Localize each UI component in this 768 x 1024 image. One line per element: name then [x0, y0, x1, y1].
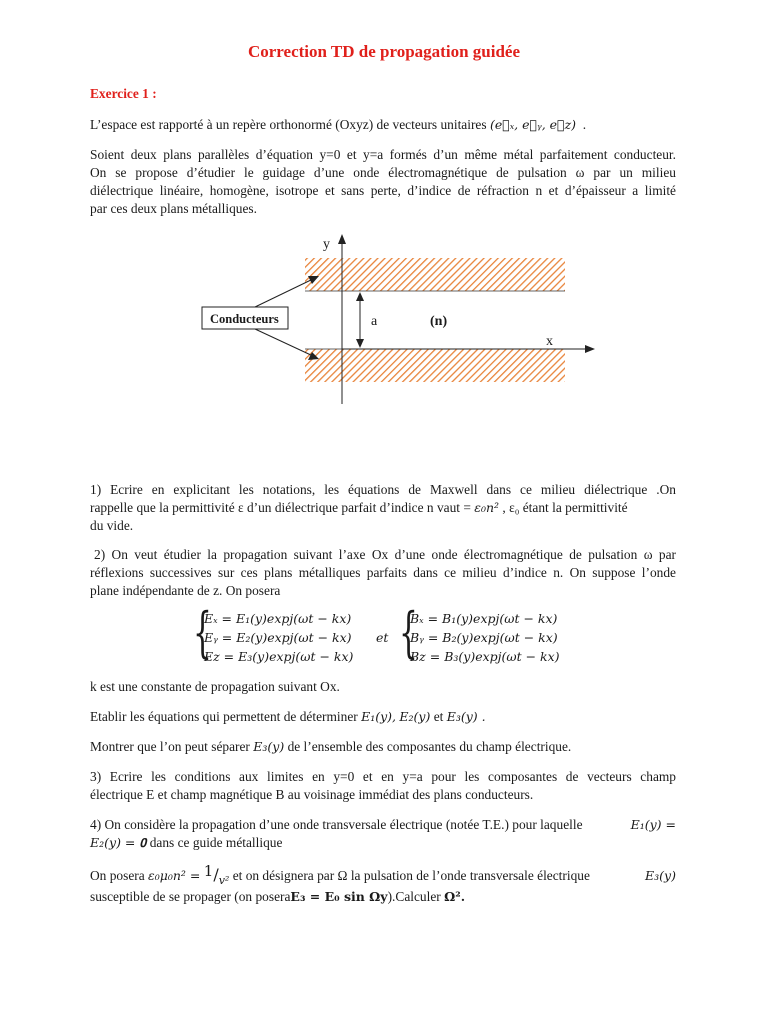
bz-equation: Bz = B₃(y)expj(ωt − kx): [410, 649, 560, 664]
page-title: Correction TD de propagation guidée: [247, 42, 520, 61]
planes-line: Soient deux plans parallèles d’équation y=0 et y=a formés d’un même métal parfaitement conducteur.: [90, 147, 676, 162]
e3-symbol: E₃(y): [645, 868, 676, 883]
dimension-arrow-bottom: [356, 339, 364, 348]
q4-line: [90, 816, 676, 834]
upper-conductor-plate: [305, 258, 565, 291]
by-equation: Bᵧ = B₂(y)expj(ωt − kx): [410, 630, 558, 645]
q1-line: [90, 499, 676, 517]
y-axis-arrow: [338, 234, 346, 244]
e2-zero-equation: E₂(y) = 𝟎: [90, 835, 147, 850]
q1-text: , ε₀ étant la permittivité: [502, 500, 628, 515]
bx-equation: Bₓ = B₁(y)expj(ωt − kx): [410, 611, 558, 626]
question-3: [90, 768, 676, 804]
e2-symbol: E₂(y): [399, 709, 431, 724]
q2-line: réflexions successives sur ces plans métalliques parfaits dans ce milieu d’indice n. On suppose l’onde: [90, 565, 676, 580]
q1-text: rappelle que la permittivité ε d’un diélectrique parfait d’indice n vaut =: [90, 500, 471, 515]
e3-definition: E₃ = E₀ sin Ωy: [290, 889, 388, 904]
q1-line: du vide.: [90, 518, 134, 533]
x-axis-arrow: [585, 345, 595, 353]
posera-line: [90, 888, 676, 906]
e3-symbol: E₃(y) .: [446, 709, 486, 724]
fraction-slash: /: [213, 865, 219, 884]
posera-line: [90, 862, 676, 887]
omega-squared: Ω².: [444, 889, 466, 904]
electric-field-system: [204, 609, 353, 666]
e1-symbol: E₁(y),: [361, 709, 397, 724]
q2-line: plane indépendante de z. On posera: [90, 583, 281, 598]
q4-text: dans ce guide métallique: [149, 835, 283, 850]
planes-line: par ces deux plans métalliques.: [90, 201, 257, 216]
e3-symbol: E₃(y): [253, 739, 285, 754]
question-2: [90, 546, 676, 600]
ey-equation: Eᵧ = E₂(y)expj(ωt − kx): [204, 630, 352, 645]
posera-text: et on désignera par Ω la pulsation de l’onde transversale électrique: [232, 868, 590, 883]
planes-paragraph: [90, 146, 676, 218]
q1-line: 1) Ecrire en explicitant les notations, les équations de Maxwell dans ce milieu diélectrique .On: [90, 482, 676, 497]
etablir-text: Etablir les équations qui permettent de déterminer: [90, 709, 358, 724]
posera-text: susceptible de se propager (on posera: [90, 889, 291, 904]
montrer-text: de l’ensemble des composantes du champ électrique.: [287, 739, 572, 754]
fraction-denominator: v²: [218, 874, 230, 887]
x-axis-label: x: [546, 334, 553, 349]
posera-paragraph: [90, 862, 676, 906]
question-1: [90, 481, 676, 535]
q3-line: électrique E et champ magnétique B au voisinage immédiat des plans conducteurs.: [90, 787, 534, 802]
unit-vectors: (e⃗ₓ, e⃗ᵧ, e⃗z): [489, 117, 577, 132]
right-brace: {: [399, 601, 418, 664]
posera-text: ).Calculer: [387, 889, 441, 904]
y-axis-label: y: [323, 237, 330, 252]
ex-equation: Eₓ = E₁(y)expj(ωt − kx): [204, 611, 352, 626]
exercise-heading: Exercice 1 :: [90, 86, 157, 101]
posera-text: On posera: [90, 868, 145, 883]
q2-line: 2) On veut étudier la propagation suivant l’axe Ox d’une onde électromagnétique de pulsation ω par: [94, 547, 676, 562]
k-definition: k est une constante de propagation suivant Ox.: [90, 679, 340, 694]
index-label: (n): [430, 314, 448, 329]
e1-equation: E₁(y) =: [630, 817, 676, 832]
conducteurs-label: Conducteurs: [210, 312, 279, 326]
system-et: et: [376, 630, 389, 645]
thickness-label: a: [371, 314, 378, 329]
left-brace: {: [193, 601, 212, 664]
etablir-line: [90, 708, 676, 726]
fraction-numerator: 1: [203, 862, 214, 880]
q4-text: 4) On considère la propagation d’une onde transversale électrique (notée T.E.) pour laquelle: [90, 817, 583, 832]
montrer-text: Montrer que l’on peut séparer: [90, 739, 250, 754]
intro-text: L’espace est rapporté à un repère orthonormé (Oxyz) de vecteurs unitaires: [90, 117, 487, 132]
index-relation: ε₀μ₀n² =: [148, 868, 201, 883]
q3-line: 3) Ecrire les conditions aux limites en y=0 et en y=a pour les composantes de vecteurs champ: [90, 769, 676, 784]
etablir-et: et: [433, 709, 444, 724]
ez-equation: Ez = E₃(y)expj(ωt − kx): [204, 649, 354, 664]
dimension-arrow-top: [356, 292, 364, 301]
question-4: [90, 816, 676, 852]
magnetic-field-system: [410, 609, 560, 666]
intro-end: .: [582, 117, 587, 132]
pointer-line-upper: [255, 279, 313, 307]
permittivity-formula: ε₀n²: [474, 500, 500, 515]
planes-line: On se propose d’étudier le guidage d’une onde électromagnétique de pulsation ω par un milieu: [90, 165, 676, 180]
waveguide-diagram: [195, 228, 595, 408]
montrer-line: [90, 738, 676, 756]
pointer-line-lower: [255, 329, 313, 356]
planes-line: diélectrique linéaire, homogène, isotrope et sans perte, d’indice de réfraction n et d’épaisseur a limité: [90, 183, 676, 198]
intro-paragraph: [90, 116, 676, 134]
q4-line: [90, 834, 676, 852]
lower-conductor-plate: [305, 349, 565, 382]
